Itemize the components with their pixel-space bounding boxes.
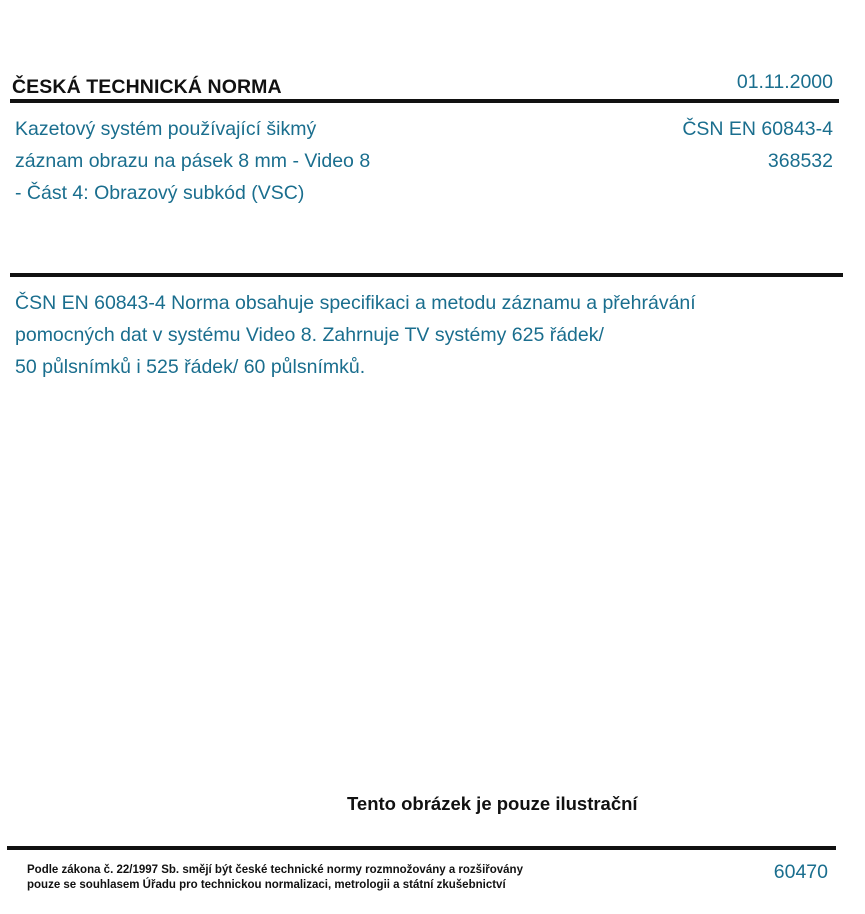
issue-date: 01.11.2000 — [736, 71, 833, 93]
page-header-title: ČESKÁ TECHNICKÁ NORMA — [12, 76, 282, 98]
title-divider — [10, 273, 843, 277]
document-title-line-1: Kazetový systém používající šikmý — [15, 118, 317, 140]
illustration-note: Tento obrázek je pouze ilustrační — [347, 793, 638, 814]
legal-notice-line-1: Podle zákona č. 22/1997 Sb. smějí být české technické normy rozmnožovány a rozšiřovány — [27, 864, 523, 876]
abstract-line-3: 50 půlsnímků i 525 řádek/ 60 půlsnímků. — [15, 356, 366, 378]
document-title-line-3: - Část 4: Obrazový subkód (VSC) — [15, 182, 305, 204]
footer-code: 60470 — [773, 861, 828, 883]
legal-notice-line-2: pouze se souhlasem Úřadu pro technickou normalizaci, metrologii a státní zkušebnictví — [27, 879, 506, 891]
footer-divider — [7, 846, 836, 850]
header-divider — [10, 99, 839, 103]
standard-number: ČSN EN 60843-4 — [682, 118, 833, 140]
document-title-line-2: záznam obrazu na pásek 8 mm - Video 8 — [15, 150, 371, 172]
classification-code: 368532 — [767, 150, 833, 172]
abstract-line-2: pomocných dat v systému Video 8. Zahrnuje TV systémy 625 řádek/ — [15, 324, 604, 346]
abstract-line-1: ČSN EN 60843-4 Norma obsahuje specifikaci a metodu záznamu a přehrávání — [15, 292, 696, 314]
